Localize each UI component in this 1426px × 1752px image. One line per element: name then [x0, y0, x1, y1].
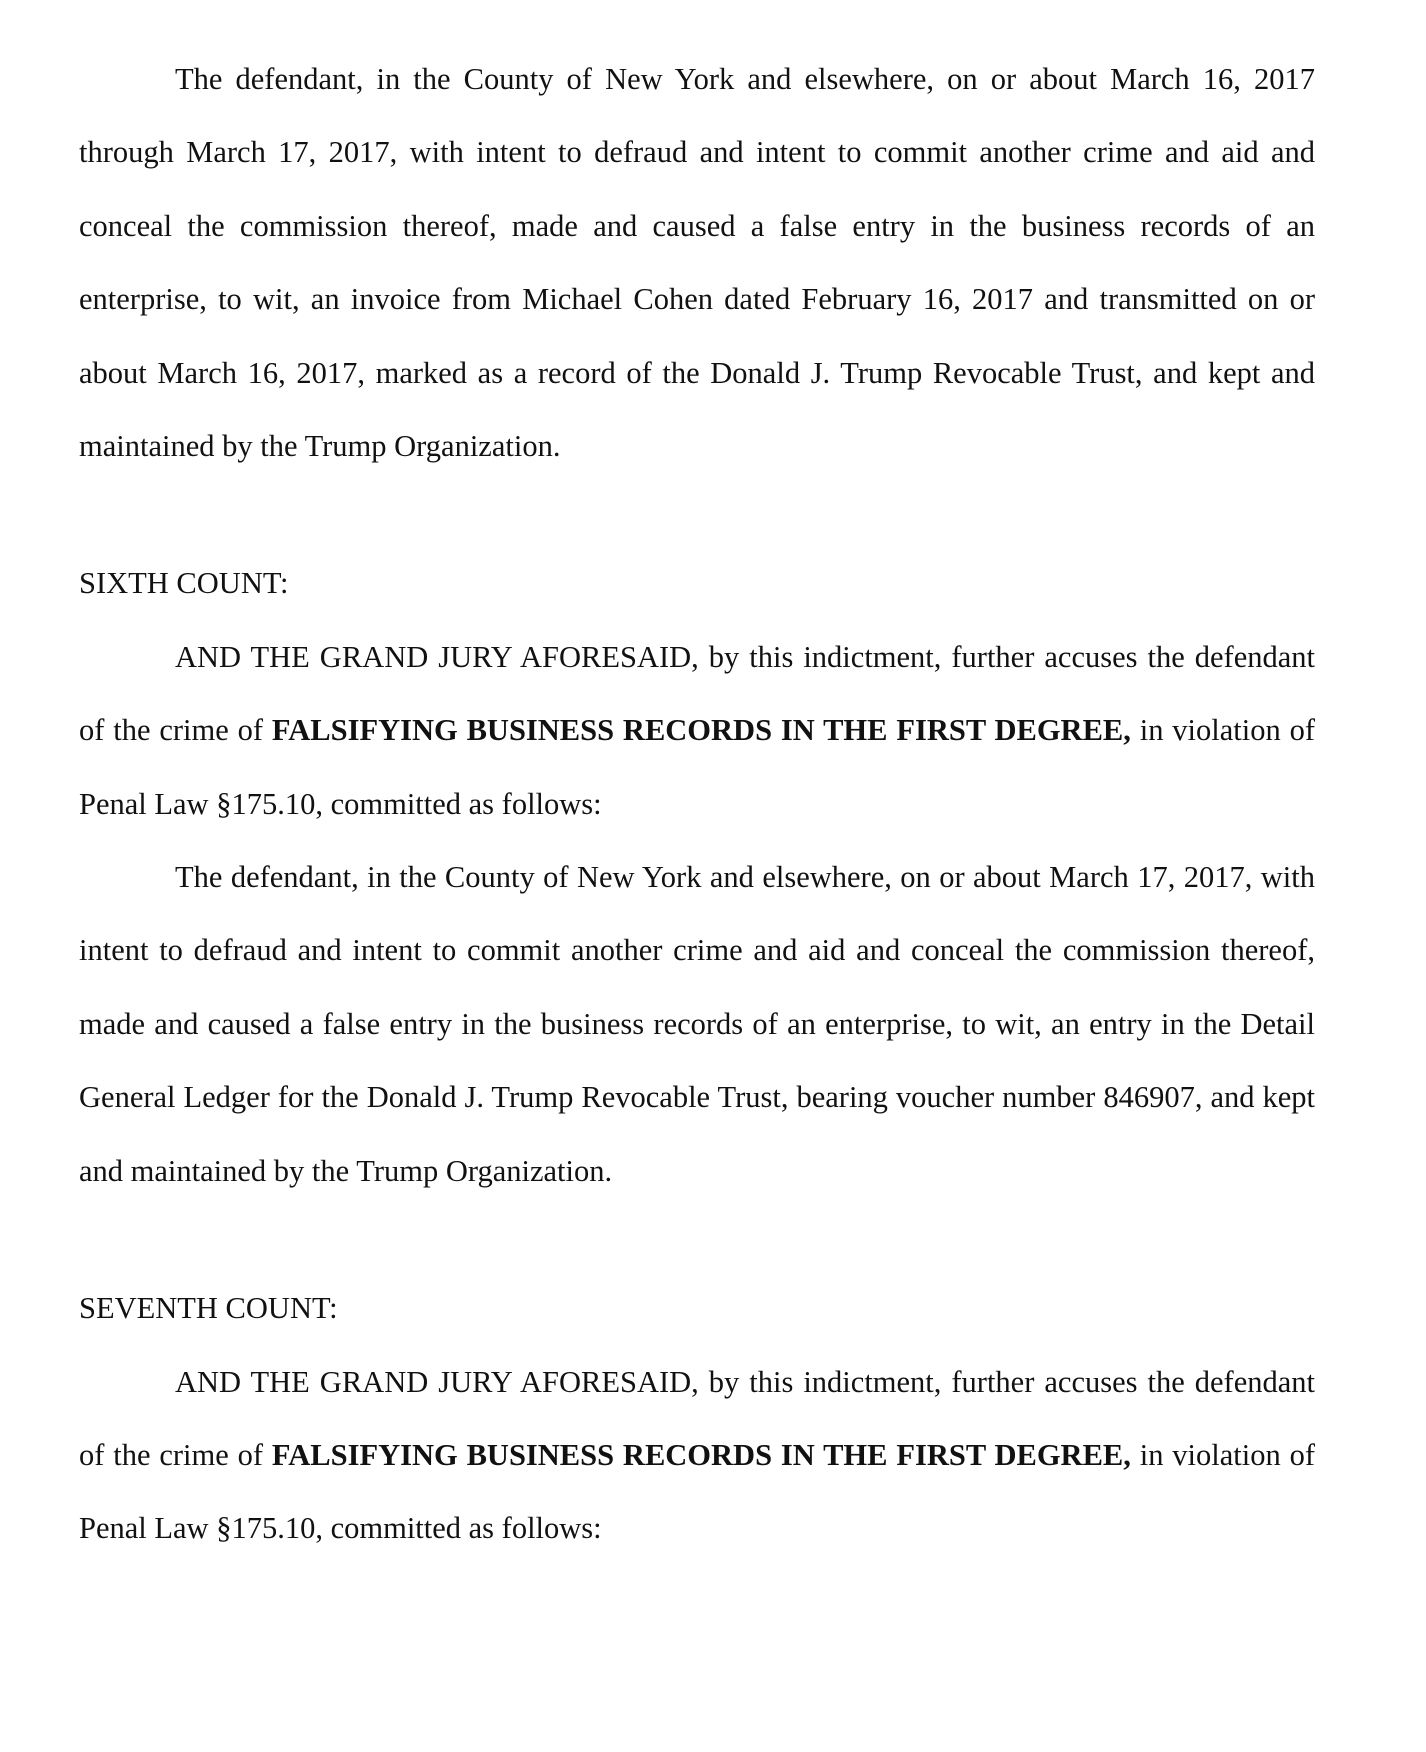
seventh-count-accusation-paragraph — [79, 1346, 1315, 1566]
seventh-count-heading: SEVENTH COUNT: — [79, 1291, 338, 1326]
crime-name: FALSIFYING BUSINESS RECORDS IN THE FIRST DEGREE, — [271, 1437, 1131, 1472]
section-spacer — [79, 1208, 1315, 1272]
fifth-count-body-paragraph: The defendant, in the County of New York and elsewhere, on or about March 16, 2017 through March 17, 2017, with intent to defraud and intent to commit another crime and aid and conceal the commission thereof, made and caused a false entry in the business records of an enterprise, to wit, an invoice from Michael Cohen dated February 16, 2017 and transmitted on or about March 16, 2017, marked as a record of the Donald J. Trump Revocable Trust, and kept and maintained by the Trump Organization. — [79, 62, 1315, 464]
sixth-count-body-paragraph: The defendant, in the County of New York and elsewhere, on or about March 17, 2017, with intent to defraud and intent to commit another crime and aid and conceal the commission thereof, made and caused a false entry in the business records of an enterprise, to wit, an entry in the Detail General Ledger for the Donald J. Trump Revocable Trust, bearing voucher number 846907, and kept and maintained by the Trump Organization. — [79, 860, 1315, 1188]
accusation-tail-text: in violation of Penal Law §175.10, committed as follows: — [79, 713, 1315, 821]
sixth-count-accusation-paragraph — [79, 621, 1315, 841]
accusation-lead-text: AND THE GRAND JURY AFORESAID, by this indictment, further accuses the defendant of the crime of — [79, 1364, 1315, 1472]
crime-name: FALSIFYING BUSINESS RECORDS IN THE FIRST DEGREE, — [271, 713, 1131, 748]
section-spacer — [79, 483, 1315, 547]
sixth-count-heading: SIXTH COUNT: — [79, 566, 289, 601]
accusation-lead-text: AND THE GRAND JURY AFORESAID, by this indictment, further accuses the defendant of the crime of — [79, 639, 1315, 748]
accusation-tail-text: in violation of Penal Law §175.10, committed as follows: — [79, 1437, 1315, 1546]
document-body — [79, 43, 1315, 1566]
